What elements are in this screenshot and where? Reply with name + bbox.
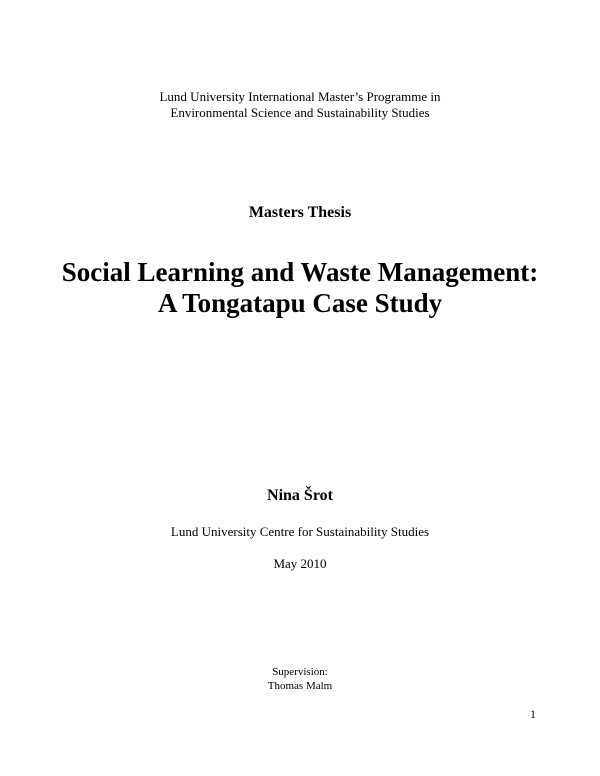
program-heading bbox=[0, 89, 600, 121]
supervisor-name: Thomas Malm bbox=[267, 680, 333, 692]
thesis-type: Masters Thesis bbox=[248, 204, 352, 221]
author-affiliation: Lund University Centre for Sustainability Studies bbox=[170, 524, 430, 539]
program-line-2: Environmental Science and Sustainability Studies bbox=[170, 105, 430, 120]
supervision-label: Supervision: bbox=[272, 666, 328, 678]
supervision-block bbox=[0, 665, 600, 693]
page-number: 1 bbox=[530, 707, 536, 721]
thesis-title-line-2: A Tongatapu Case Study bbox=[157, 288, 443, 318]
author-name: Nina Šrot bbox=[267, 487, 333, 504]
thesis-title-line-1: Social Learning and Waste Management: bbox=[61, 257, 539, 287]
submission-date: May 2010 bbox=[273, 556, 327, 571]
thesis-title bbox=[0, 257, 600, 319]
program-line-1: Lund University International Master’s Programme in bbox=[159, 89, 441, 104]
